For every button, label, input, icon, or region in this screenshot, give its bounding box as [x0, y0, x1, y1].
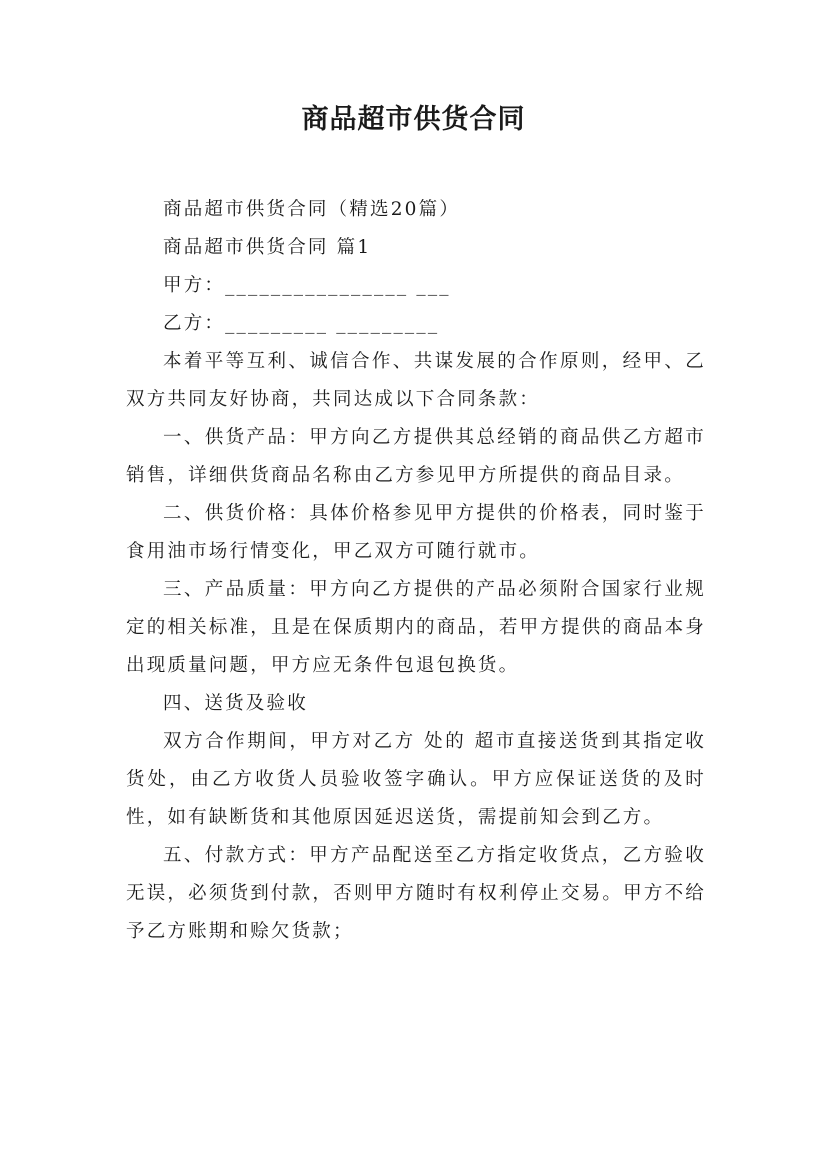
paragraph-subtitle: 商品超市供货合同（精选20篇） — [163, 199, 461, 220]
paragraph-section-heading: 商品超市供货合同 篇1 — [163, 237, 372, 258]
paragraph-clause-delivery-body: 双方合作期间，甲方对乙方 处的 超市直接送货到其指定收货处，由乙方收货人员验收签字确认。甲方应保证送货的及时性，如有缺断货和其他原因延迟送货，需提前知会到乙方。 — [126, 731, 706, 828]
paragraph-preamble: 本着平等互利、诚信合作、共谋发展的合作原则，经甲、乙双方共同友好协商，共同达成以下合同条款： — [126, 351, 706, 410]
paragraph-clause-supply-products: 一、供货产品：甲方向乙方提供其总经销的商品供乙方超市销售，详细供货商品名称由乙方参见甲方所提供的商品目录。 — [126, 427, 706, 486]
paragraph-clause-payment: 五、付款方式：甲方产品配送至乙方指定收货点，乙方验收无误，必须货到付款，否则甲方随时有权利停止交易。甲方不给予乙方账期和赊欠货款； — [126, 845, 706, 942]
document-body — [126, 191, 706, 951]
paragraph-party-a: 甲方：________________ ___ — [163, 275, 451, 296]
paragraph-party-b: 乙方：_________ _________ — [163, 313, 440, 334]
document-title: 商品超市供货合同 — [301, 104, 526, 135]
paragraph-clause-supply-price: 二、供货价格：具体价格参见甲方提供的价格表，同时鉴于食用油市场行情变化，甲乙双方可随行就市。 — [126, 503, 706, 562]
paragraph-clause-delivery-heading: 四、送货及验收 — [163, 693, 308, 714]
paragraph-clause-product-quality: 三、产品质量：甲方向乙方提供的产品必须附合国家行业规定的相关标准，且是在保质期内的商品，若甲方提供的商品本身出现质量问题，甲方应无条件包退包换货。 — [126, 579, 706, 676]
